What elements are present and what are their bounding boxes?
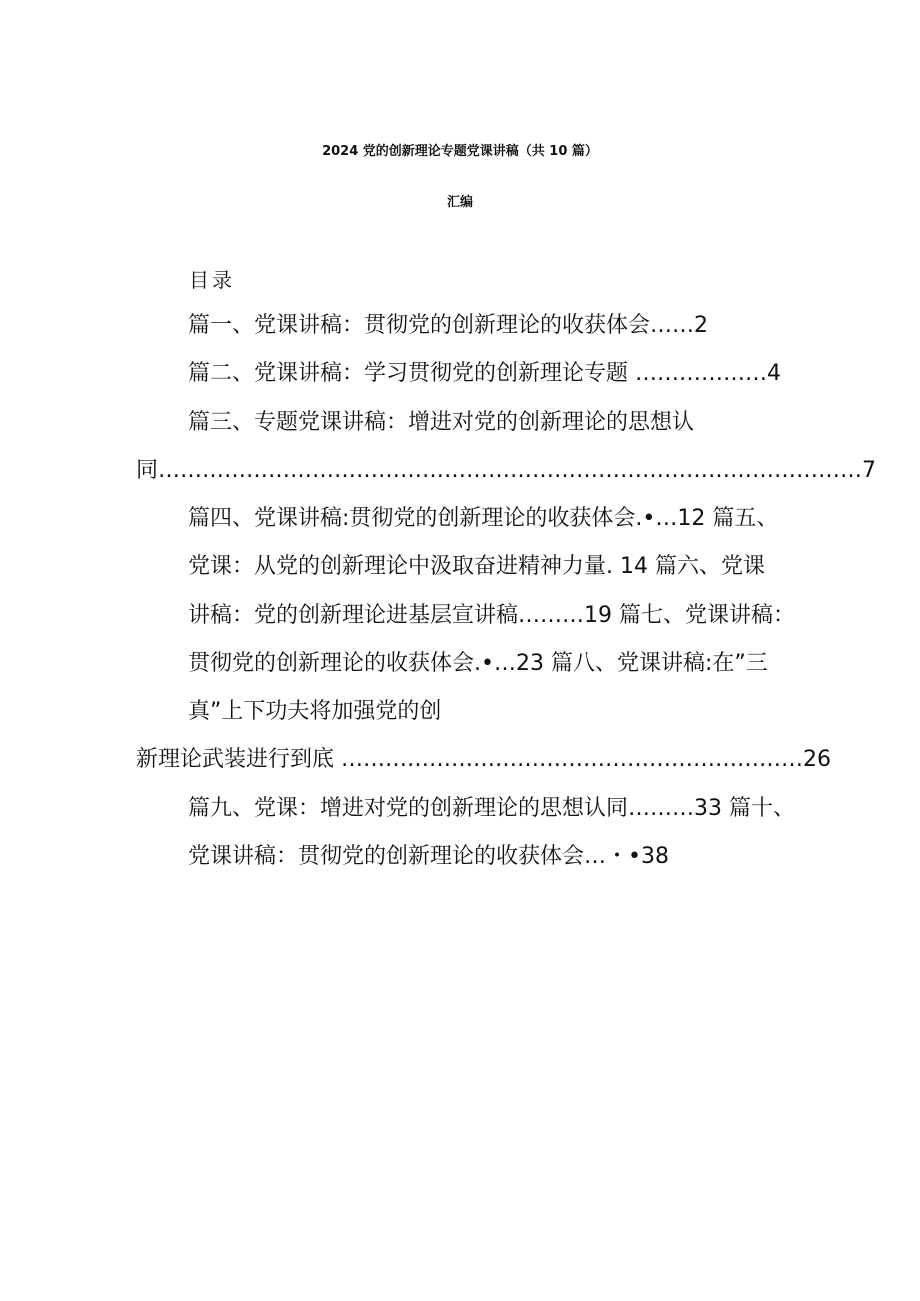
document-title-line-1: 2024 党的创新理论专题党课讲稿（共 10 篇） [322,144,598,159]
toc-heading: 目录 [189,268,235,292]
toc-line: 篇九、党课：增进对党的创新理论的思想认同………33 篇十、 [188,796,795,821]
toc-line: 党课讲稿：贯彻党的创新理论的收获体会…・•38 [188,844,669,869]
toc-line: 讲稿：党的创新理论进基层宣讲稿………19 篇七、党课讲稿： [188,603,795,628]
toc-line: 贯彻党的创新理论的收获体会.•…23 篇八、党课讲稿:在”三 [188,651,768,676]
toc-line: 新理论武装进行到底 ………………………………………………………26 [136,747,831,772]
toc-line: 同……………………………………………………………………………………7 [136,458,876,483]
toc-line: 真”上下功夫将加强党的创 [188,699,442,724]
toc-line: 篇三、专题党课讲稿：增进对党的创新理论的思想认 [188,410,695,435]
toc-line: 党课：从党的创新理论中汲取奋进精神力量. 14 篇六、党课 [188,554,765,579]
toc-line: 篇四、党课讲稿:贯彻党的创新理论的收获体会.•…12 篇五、 [188,506,779,531]
document-title-line-2: 汇编 [446,195,473,210]
toc-line: 篇二、党课讲稿：学习贯彻党的创新理论专题 ………………4 [188,361,781,386]
toc-line: 篇一、党课讲稿：贯彻党的创新理论的收获体会……2 [188,313,708,338]
